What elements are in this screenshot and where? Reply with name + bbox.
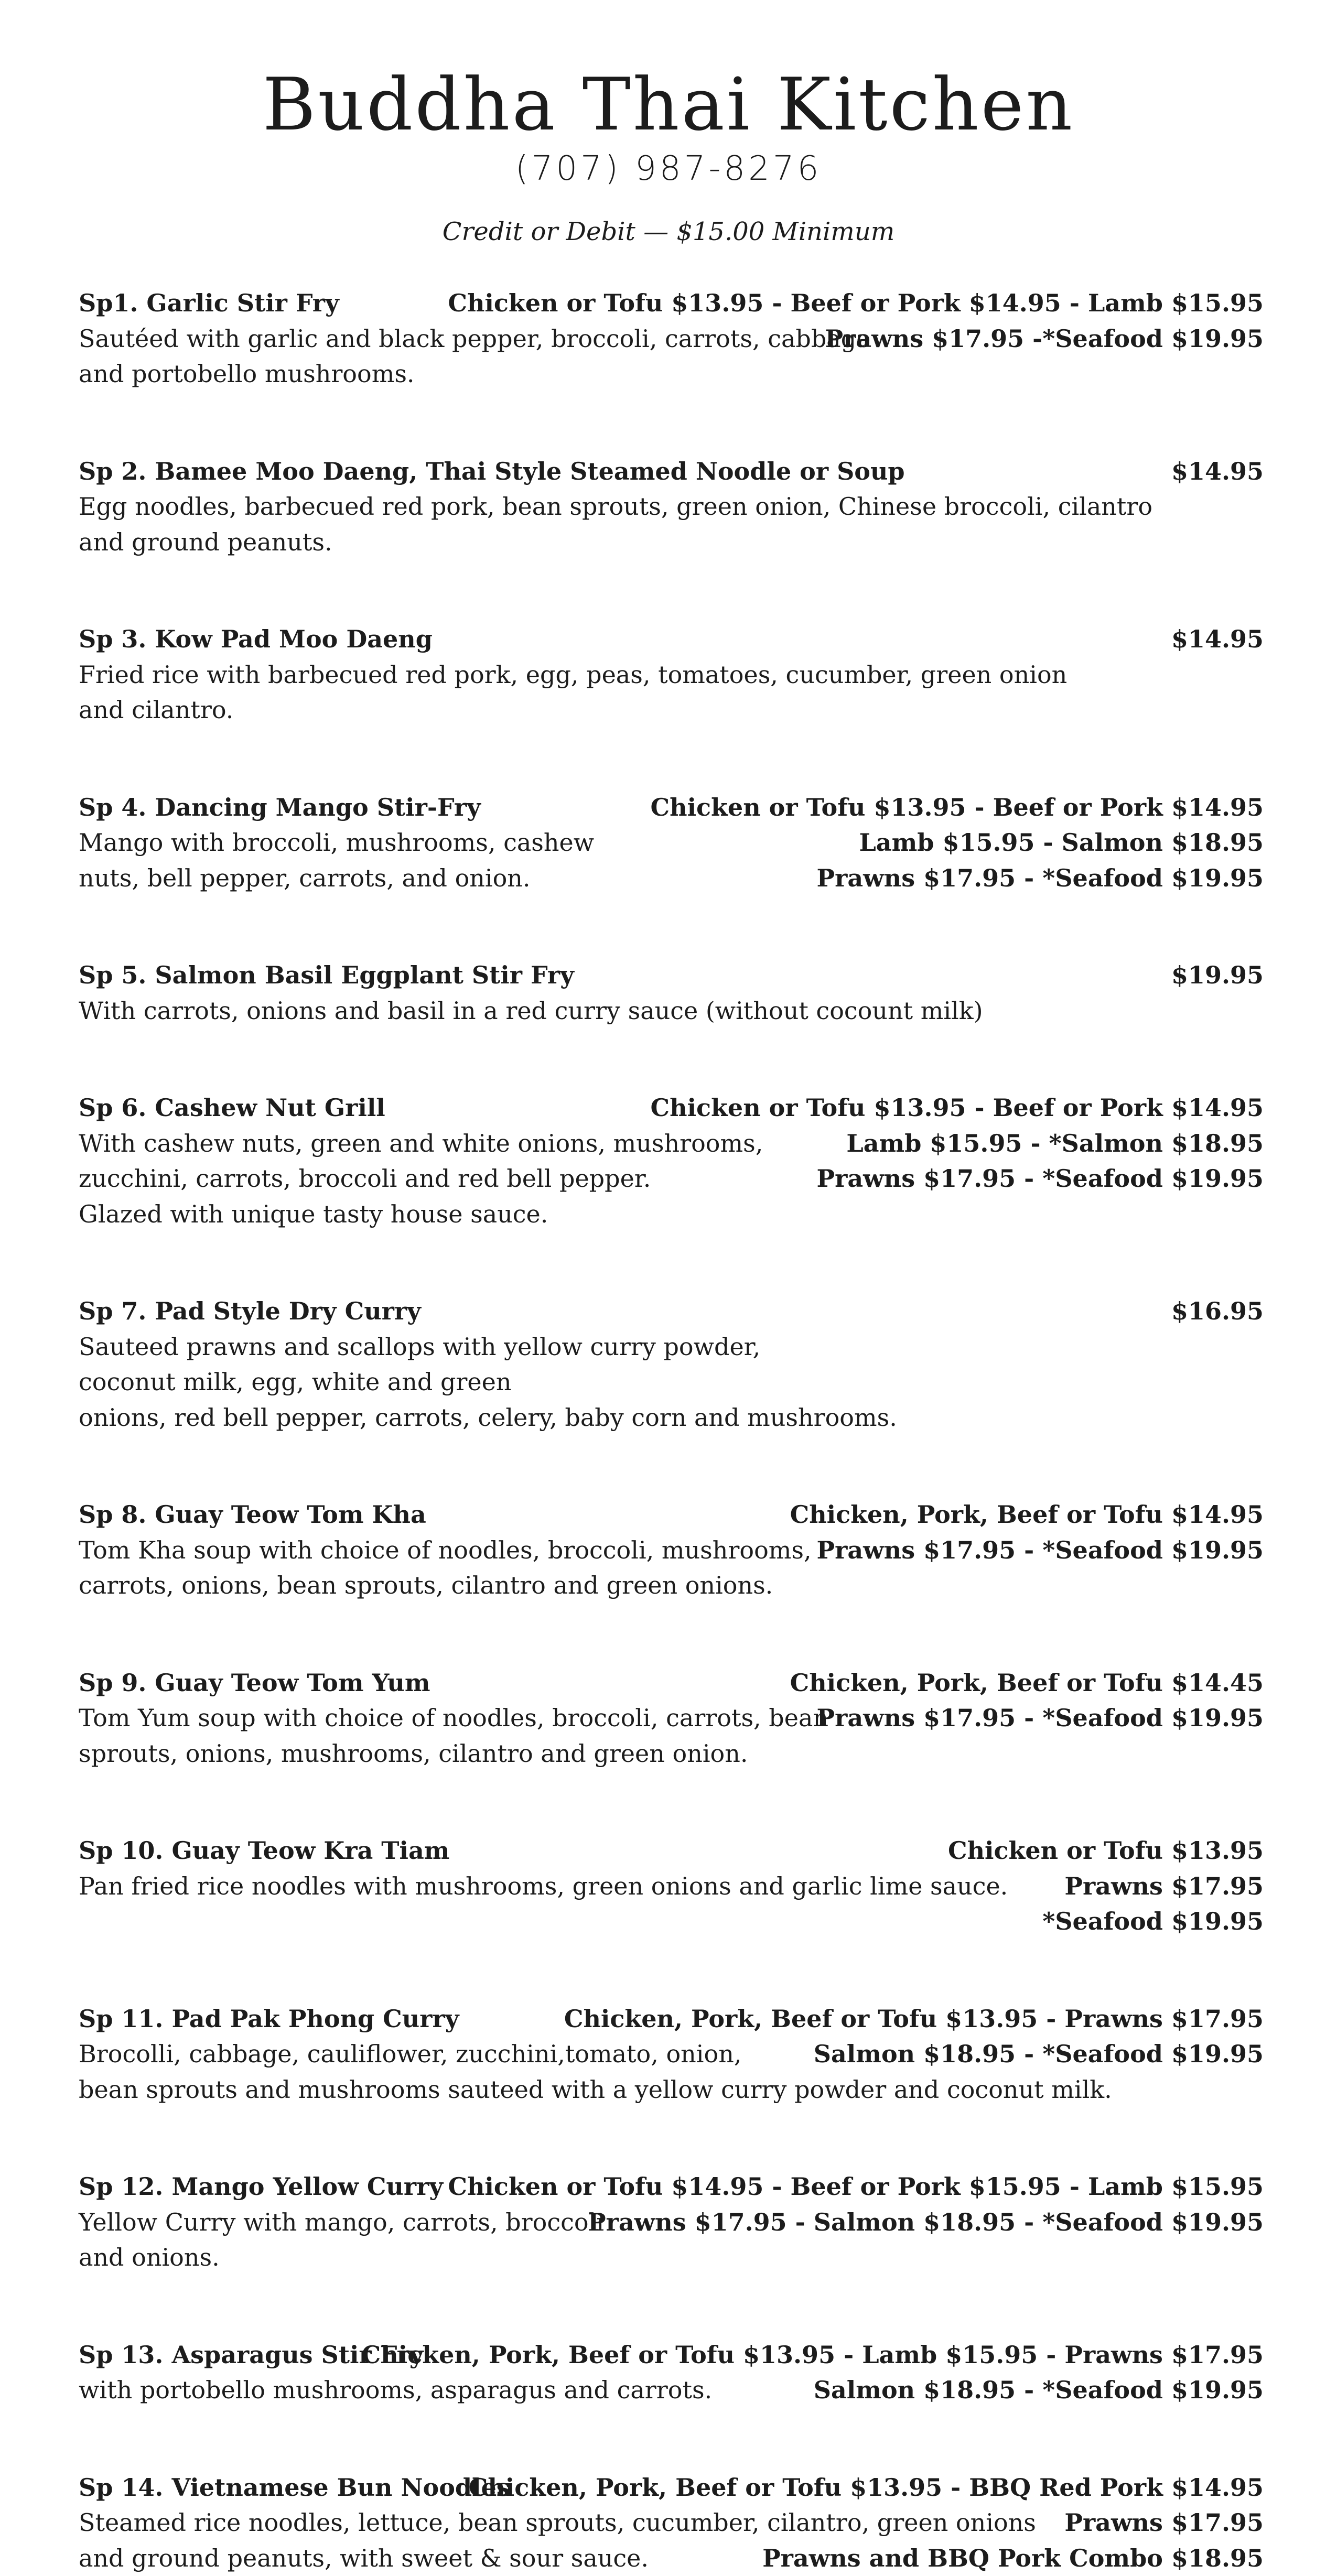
menu-item-price: Chicken, Pork, Beef or Tofu $13.95 - Prawns $17.95: [564, 2001, 1264, 2037]
menu-item-line: [79, 825, 1264, 861]
menu-item-price: Prawns $17.95 -*Seafood $19.95: [825, 321, 1264, 357]
menu-item-description: and ground peanuts.: [79, 525, 332, 560]
menu-item-line: [79, 2037, 1264, 2072]
menu-item-price: Salmon $18.95 - *Seafood $19.95: [814, 2373, 1264, 2408]
menu-item-price: Prawns $17.95 - *Seafood $19.95: [817, 861, 1264, 896]
menu-item-line: [79, 286, 1264, 321]
menu-item-price: Chicken, Pork, Beef or Tofu $14.45: [790, 1665, 1264, 1701]
menu-item-description: Pan fried rice noodles with mushrooms, green onions and garlic lime sauce.: [79, 1869, 1008, 1904]
menu-item-line: [79, 1904, 1264, 1940]
item-spacer: [79, 896, 1264, 958]
item-spacer: [79, 2276, 1264, 2337]
menu-item-line: [79, 790, 1264, 826]
menu-item-price: Salmon $18.95 - *Seafood $19.95: [814, 2037, 1264, 2072]
menu-item-line: [79, 2205, 1264, 2241]
menu-item-line: [79, 1533, 1264, 1568]
item-spacer: [79, 392, 1264, 454]
menu-item-price: Chicken, Pork, Beef or Tofu $13.95 - BBQ Red Pork $14.95: [469, 2470, 1264, 2506]
menu-item-line: [79, 1294, 1264, 1329]
menu-item-line: [79, 1497, 1264, 1533]
menu-item-name: Sp 5. Salmon Basil Eggplant Stir Fry: [79, 958, 574, 993]
item-spacer: [79, 1604, 1264, 1665]
menu-item-line: [79, 657, 1264, 693]
menu-item-description: zucchini, carrots, broccoli and red bell pepper.: [79, 1161, 651, 1197]
menu-item-line: [79, 1736, 1264, 1772]
menu-item: [79, 1090, 1264, 1232]
menu-item-name: Sp 4. Dancing Mango Stir-Fry: [79, 790, 481, 826]
menu-item-line: [79, 1197, 1264, 1232]
menu-item-name: Sp 7. Pad Style Dry Curry: [79, 1294, 421, 1329]
item-spacer: [79, 1232, 1264, 1294]
menu-item: [79, 1833, 1264, 1940]
menu-item: [79, 790, 1264, 896]
item-spacer: [79, 560, 1264, 622]
menu-item-description: with portobello mushrooms, asparagus and carrots.: [79, 2373, 712, 2408]
menu-item-price: Prawns $17.95 - *Seafood $19.95: [817, 1533, 1264, 1568]
restaurant-title: Buddha Thai Kitchen: [0, 63, 1337, 147]
menu-item-description: Mango with broccoli, mushrooms, cashew: [79, 825, 594, 861]
menu-item-description: and portobello mushrooms.: [79, 356, 415, 392]
menu-item-description: and ground peanuts, with sweet & sour sauce.: [79, 2541, 649, 2576]
menu-item-name: Sp 8. Guay Teow Tom Kha: [79, 1497, 426, 1533]
menu-item: [79, 2169, 1264, 2276]
item-spacer: [79, 2408, 1264, 2470]
menu-item-price: Chicken or Tofu $13.95 - Beef or Pork $14.95: [651, 790, 1264, 826]
menu-item-name: Sp 6. Cashew Nut Grill: [79, 1090, 385, 1126]
menu-item-line: [79, 2337, 1264, 2373]
menu-item-price: *Seafood $19.95: [1042, 1904, 1264, 1940]
menu-item-price: Chicken or Tofu $13.95 - Beef or Pork $14.95 - Lamb $15.95: [448, 286, 1264, 321]
menu-item-line: [79, 1161, 1264, 1197]
menu-item-line: [79, 1365, 1264, 1400]
menu-item-name: Sp 10. Guay Teow Kra Tiam: [79, 1833, 449, 1869]
menu-item-line: [79, 2470, 1264, 2506]
menu-item-price: Prawns $17.95: [1064, 2505, 1264, 2541]
menu-item-description: Egg noodles, barbecued red pork, bean sprouts, green onion, Chinese broccoli, cilantro: [79, 489, 1152, 525]
menu-item-line: [79, 1665, 1264, 1701]
menu-item-line: [79, 1090, 1264, 1126]
menu-item-description: Sautéed with garlic and black pepper, broccoli, carrots, cabbage: [79, 321, 870, 357]
menu-item-name: Sp 14. Vietnamese Bun Noodles: [79, 2470, 510, 2506]
menu-item-line: [79, 321, 1264, 357]
menu-item-line: [79, 1701, 1264, 1736]
item-spacer: [79, 728, 1264, 790]
menu-item-price: Chicken, Pork, Beef or Tofu $13.95 - Lamb $15.95 - Prawns $17.95: [362, 2337, 1264, 2373]
menu-item-line: [79, 958, 1264, 993]
menu-item: [79, 2337, 1264, 2408]
menu-item-price: Prawns and BBQ Pork Combo $18.95: [762, 2541, 1264, 2576]
menu-item-price: Prawns $17.95 - *Seafood $19.95: [817, 1701, 1264, 1736]
item-spacer: [79, 1940, 1264, 2001]
menu-item-line: [79, 993, 1264, 1029]
menu-item-price: $14.95: [1171, 454, 1264, 490]
menu-item-description: Steamed rice noodles, lettuce, bean sprouts, cucumber, cilantro, green onions: [79, 2505, 1036, 2541]
menu-item-name: Sp 11. Pad Pak Phong Curry: [79, 2001, 459, 2037]
menu-item-price: $14.95: [1171, 622, 1264, 657]
menu-item-name: Sp 12. Mango Yellow Curry: [79, 2169, 443, 2205]
menu-item-price: Lamb $15.95 - *Salmon $18.95: [846, 1126, 1264, 1162]
menu-item: [79, 1294, 1264, 1435]
menu-item-line: [79, 356, 1264, 392]
menu-item: [79, 622, 1264, 728]
menu-item-line: [79, 1126, 1264, 1162]
menu-item-line: [79, 454, 1264, 490]
menu-item-description: carrots, onions, bean sprouts, cilantro and green onions.: [79, 1568, 773, 1604]
item-spacer: [79, 2107, 1264, 2169]
menu-item-line: [79, 1400, 1264, 1436]
menu-item-description: coconut milk, egg, white and green: [79, 1365, 511, 1400]
menu-item-line: [79, 525, 1264, 560]
menu-item-name: Sp 9. Guay Teow Tom Yum: [79, 1665, 430, 1701]
item-spacer: [79, 1029, 1264, 1090]
menu-item-description: Brocolli, cabbage, cauliflower, zucchini,tomato, onion,: [79, 2037, 741, 2072]
menu-item-line: [79, 861, 1264, 896]
menu-item-description: Glazed with unique tasty house sauce.: [79, 1197, 548, 1232]
menu-item-line: [79, 1869, 1264, 1904]
menu-item: [79, 2001, 1264, 2108]
menu-list: [79, 286, 1264, 2576]
menu-item-description: Fried rice with barbecued red pork, egg, peas, tomatoes, cucumber, green onion: [79, 657, 1067, 693]
menu-item-line: [79, 2505, 1264, 2541]
menu-item-name: Sp 2. Bamee Moo Daeng, Thai Style Steamed Noodle or Soup: [79, 454, 905, 490]
item-spacer: [79, 1435, 1264, 1497]
menu-item-price: $19.95: [1171, 958, 1264, 993]
menu-item-name: Sp 13. Asparagus Stir Fry: [79, 2337, 424, 2373]
menu-item-price: Chicken or Tofu $13.95: [948, 1833, 1264, 1869]
menu-item: [79, 286, 1264, 392]
menu-item-line: [79, 2072, 1264, 2108]
menu-item-description: Tom Yum soup with choice of noodles, broccoli, carrots, bean: [79, 1701, 828, 1736]
menu-item-line: [79, 622, 1264, 657]
menu-item-name: Sp 3. Kow Pad Moo Daeng: [79, 622, 433, 657]
menu-item-price: Chicken, Pork, Beef or Tofu $14.95: [790, 1497, 1264, 1533]
menu-item-line: [79, 2240, 1264, 2276]
menu-item: [79, 1665, 1264, 1772]
menu-item-name: Sp1. Garlic Stir Fry: [79, 286, 339, 321]
menu-item-line: [79, 2169, 1264, 2205]
menu-item-price: Chicken or Tofu $14.95 - Beef or Pork $15.95 - Lamb $15.95: [448, 2169, 1264, 2205]
menu-item: [79, 2470, 1264, 2576]
menu-item-line: [79, 692, 1264, 728]
menu-item-description: Sauteed prawns and scallops with yellow curry powder,: [79, 1329, 760, 1365]
menu-item-description: onions, red bell pepper, carrots, celery, baby corn and mushrooms.: [79, 1400, 897, 1436]
menu-item-price: $16.95: [1171, 1294, 1264, 1329]
menu-item-price: Prawns $17.95: [1064, 1869, 1264, 1904]
menu-item-description: With carrots, onions and basil in a red curry sauce (without cocount milk): [79, 993, 983, 1029]
menu-item-description: sprouts, onions, mushrooms, cilantro and green onion.: [79, 1736, 748, 1772]
menu-item-description: nuts, bell pepper, carrots, and onion.: [79, 861, 531, 896]
menu-item-line: [79, 2541, 1264, 2576]
phone-number: (707) 987-8276: [0, 148, 1337, 190]
menu-item-line: [79, 2373, 1264, 2408]
menu-item: [79, 1497, 1264, 1604]
menu-item: [79, 454, 1264, 560]
menu-item-description: bean sprouts and mushrooms sauteed with a yellow curry powder and coconut milk.: [79, 2072, 1112, 2108]
menu-item-description: and cilantro.: [79, 692, 233, 728]
menu-item-description: Tom Kha soup with choice of noodles, broccoli, mushrooms,: [79, 1533, 812, 1568]
menu-item-line: [79, 1833, 1264, 1869]
menu-item-description: Yellow Curry with mango, carrots, broccoli: [79, 2205, 604, 2241]
menu-item-price: Lamb $15.95 - Salmon $18.95: [859, 825, 1264, 861]
menu-item-line: [79, 2001, 1264, 2037]
menu-item-price: Chicken or Tofu $13.95 - Beef or Pork $14.95: [651, 1090, 1264, 1126]
menu-item: [79, 958, 1264, 1029]
menu-item-description: With cashew nuts, green and white onions, mushrooms,: [79, 1126, 763, 1162]
payment-note: Credit or Debit — $15.00 Minimum: [0, 216, 1337, 247]
menu-item-line: [79, 489, 1264, 525]
menu-item-line: [79, 1329, 1264, 1365]
menu-item-line: [79, 1568, 1264, 1604]
menu-item-price: Prawns $17.95 - Salmon $18.95 - *Seafood $19.95: [588, 2205, 1264, 2241]
menu-item-price: Prawns $17.95 - *Seafood $19.95: [817, 1161, 1264, 1197]
menu-item-description: and onions.: [79, 2240, 220, 2276]
item-spacer: [79, 1771, 1264, 1833]
